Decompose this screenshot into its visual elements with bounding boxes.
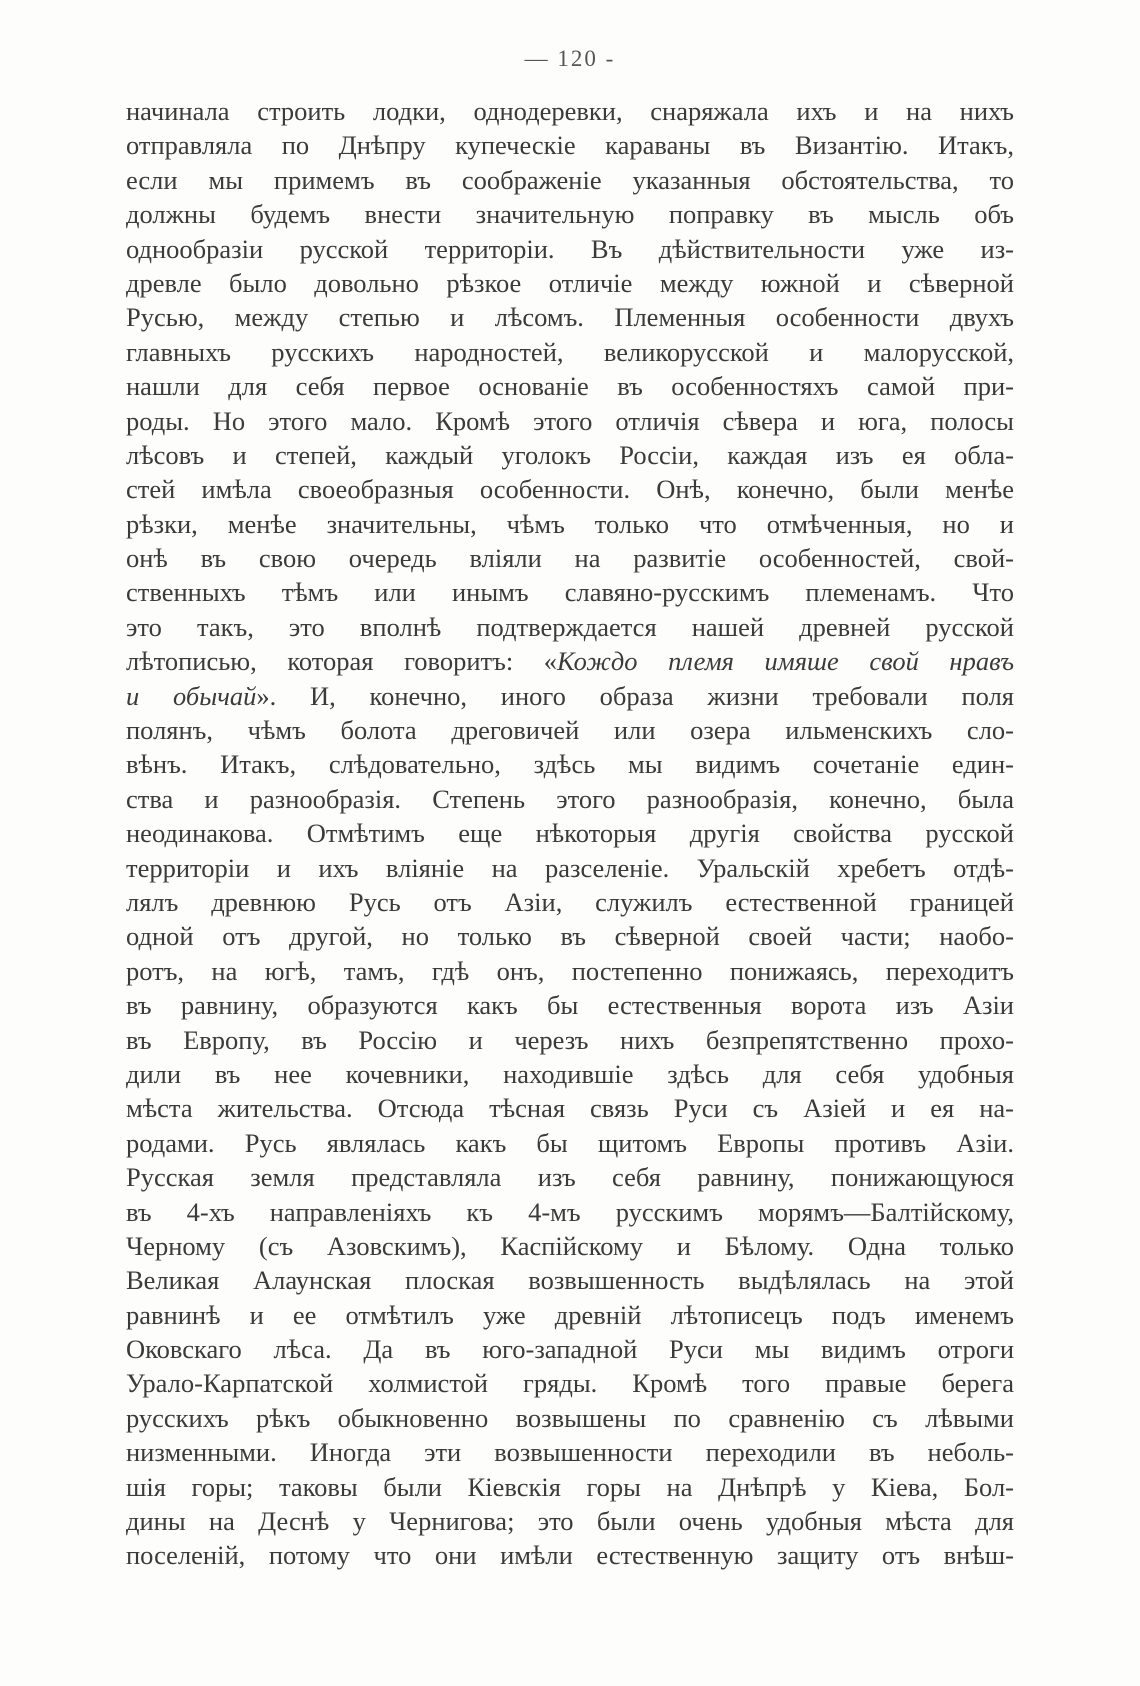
text-line: ства и разнообразія. Степень этого разнообразія, конечно, была bbox=[126, 783, 1014, 814]
body-text bbox=[126, 94, 1014, 1573]
text-line: лялъ древнюю Русь отъ Азіи, служилъ естественной границей bbox=[126, 886, 1014, 917]
text-line: въ Европу, въ Россію и черезъ нихъ безпрепятственно прохо- bbox=[126, 1024, 1014, 1055]
text-line: Черному (съ Азовскимъ), Каспійскому и Бѣлому. Одна только bbox=[126, 1230, 1014, 1261]
quote-prefix: лѣтописью, которая говоритъ: « bbox=[126, 646, 558, 677]
text-line: Оковскаго лѣса. Да въ юго-западной Руси мы видимъ отроги bbox=[126, 1334, 1014, 1365]
text-line: древле было довольно рѣзкое отличіе между южной и сѣверной bbox=[126, 267, 1014, 298]
text-line: ротъ, на югѣ, тамъ, гдѣ онъ, постепенно понижаясь, переходитъ bbox=[126, 955, 1014, 986]
text-line: въ равнину, образуются какъ бы естественныя ворота изъ Азіи bbox=[126, 990, 1014, 1021]
text-line: Русская земля представляла изъ себя равнину, понижающуюся bbox=[126, 1162, 1014, 1193]
text-line: роды. Но этого мало. Кромѣ этого отличія сѣвера и юга, полосы bbox=[126, 405, 1014, 436]
text-line: лѣсовъ и степей, каждый уголокъ Россіи, каждая изъ ея обла- bbox=[126, 439, 1014, 470]
chronicle-quote-end: и обычай bbox=[126, 680, 257, 711]
text-line: Русью, между степью и лѣсомъ. Племенныя особенности двухъ bbox=[126, 302, 1014, 333]
text-line: главныхъ русскихъ народностей, великорусской и малорусской, bbox=[126, 336, 1014, 367]
text-line: поселеній, потому что они имѣли естественную защиту отъ внѣш- bbox=[126, 1540, 1014, 1571]
quote-suffix: ». И, конечно, иного образа жизни требовали поля bbox=[256, 680, 1014, 711]
text-line: однообразіи русской территоріи. Въ дѣйствительности уже из- bbox=[126, 233, 1014, 264]
text-line: территоріи и ихъ вліяніе на разселеніе. Уральскій хребетъ отдѣ- bbox=[126, 852, 1014, 883]
chronicle-quote: Кождо племя имяше свой нравъ bbox=[557, 646, 1014, 677]
text-line: мѣста жительства. Отсюда тѣсная связь Руси съ Азіей и ея на- bbox=[126, 1093, 1014, 1124]
text-line: стей имѣла своеобразныя особенности. Онѣ, конечно, были менѣе bbox=[126, 474, 1014, 505]
text-line: полянъ, чѣмъ болота дреговичей или озера ильменскихъ сло- bbox=[126, 715, 1014, 746]
text-line: низменными. Иногда эти возвышенности переходили въ неболь- bbox=[126, 1437, 1014, 1468]
text-line: равнинѣ и ее отмѣтилъ уже древній лѣтописецъ подъ именемъ bbox=[126, 1299, 1014, 1330]
text-line: нашли для себя первое основаніе въ особенностяхъ самой при- bbox=[126, 371, 1014, 402]
text-line: начинала строить лодки, однодеревки, снаряжала ихъ и на нихъ bbox=[126, 96, 1014, 126]
text-line: дили въ нее кочевники, находившіе здѣсь для себя удобныя bbox=[126, 1058, 1014, 1089]
text-line: Урало-Карпатской холмистой гряды. Кромѣ того правые берега bbox=[126, 1368, 1014, 1399]
text-line: если мы примемъ въ соображеніе указанныя обстоятельства, то bbox=[126, 164, 1014, 195]
text-line: дины на Деснѣ у Чернигова; это были очень удобныя мѣста для bbox=[126, 1506, 1014, 1537]
text-line: ственныхъ тѣмъ или инымъ славяно-русскимъ племенамъ. Что bbox=[126, 577, 1014, 608]
text-line: въ 4-хъ направленіяхъ къ 4-мъ русскимъ морямъ—Балтійскому, bbox=[126, 1196, 1014, 1227]
text-line: вѣнъ. Итакъ, слѣдовательно, здѣсь мы видимъ сочетаніе един- bbox=[126, 749, 1014, 780]
text-line: онѣ въ свою очередь вліяли на развитіе особенностей, свой- bbox=[126, 543, 1014, 574]
quote-line bbox=[126, 644, 1014, 678]
text-line: должны будемъ внести значительную поправку въ мысль объ bbox=[126, 199, 1014, 230]
page-number: — 120 - bbox=[524, 46, 616, 71]
text-line: отправляла по Днѣпру купеческіе караваны въ Византію. Итакъ, bbox=[126, 130, 1014, 161]
text-line: неодинакова. Отмѣтимъ еще нѣкоторыя другія свойства русской bbox=[126, 818, 1014, 849]
quote-line bbox=[126, 679, 1014, 713]
text-line: русскихъ рѣкъ обыкновенно возвышены по сравненію съ лѣвыми bbox=[126, 1402, 1014, 1433]
text-line: родами. Русь являлась какъ бы щитомъ Европы противъ Азіи. bbox=[126, 1127, 1014, 1158]
text-line: шія горы; таковы были Кіевскія горы на Днѣпрѣ у Кіева, Бол- bbox=[126, 1471, 1014, 1502]
text-line: это такъ, это вполнѣ подтверждается нашей древней русской bbox=[126, 611, 1014, 642]
text-line: рѣзки, менѣе значительны, чѣмъ только что отмѣченныя, но и bbox=[126, 508, 1014, 539]
text-line: Великая Алаунская плоская возвышенность выдѣлялась на этой bbox=[126, 1265, 1014, 1296]
text-line: одной отъ другой, но только въ сѣверной своей части; наобо- bbox=[126, 921, 1014, 952]
